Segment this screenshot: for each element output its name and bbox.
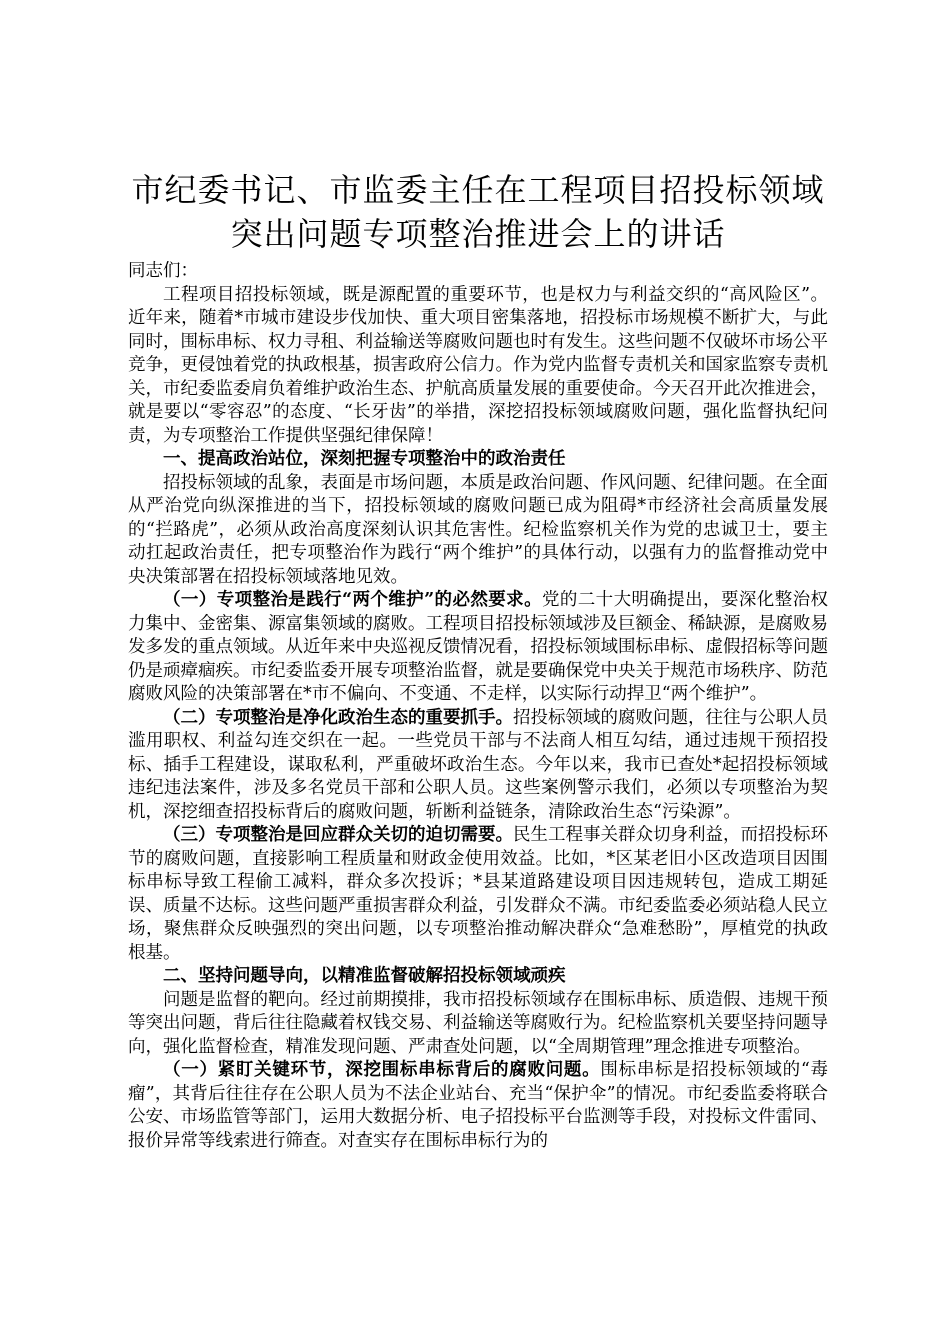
section-1-item-1 xyxy=(128,589,828,707)
item-text: 招投标领域的腐败问题，往往与公职人员滥用职权、利益勾连交织在一起。一些党员干部与不法商人相互勾结，通过违规干预招投标、插手工程建设，谋取私利，严重破坏政治生态。今年以来，我市已查处*起招投标领域违纪违法案件，涉及多名党员干部和公职人员。这些案例警示我们，必须以专项整治为契机，深挖细查招投标背后的腐败问题，斩断利益链条，清除政治生态“污染源”。 xyxy=(128,707,828,822)
section-2-heading: 二、坚持问题导向，以精准监督破解招投标领域顽疾 xyxy=(163,966,566,986)
section-2-item-1 xyxy=(128,1059,828,1153)
item-text: 民生工程事关群众切身利益，而招投标环节的腐败问题，直接影响工程质量和财政金使用效益。比如，*区某老旧小区改造项目因围标串标导致工程偷工减料，群众多次投诉；*县某道路建设项目因违规转包，造成工期延误、质量不达标。这些问题严重损害群众利益，引发群众不满。市纪委监委必须站稳人民立场，聚焦群众反映强烈的突出问题，以专项整治推动解决群众“急难愁盼”，厚植党的执政根基。 xyxy=(128,825,828,963)
item-lead: （一）紧盯关键环节，深挖围标串标背后的腐败问题。 xyxy=(163,1060,601,1080)
item-text: 党的二十大明确提出，要深化整治权力集中、金密集、源富集领域的腐败。工程项目招投标领域涉及巨额金、稀缺源，是腐败易发多发的重点领域。从近年来中央巡视反馈情况看，招投标领域围标串标、虚假招标等问题仍是顽瘴痼疾。市纪委监委开展专项整治监督，就是要确保党中央关于规范市场秩序、防范腐败风险的决策部署在*市不偏向、不变通、不走样，以实际行动捍卫“两个维护”。 xyxy=(128,590,828,704)
document-body xyxy=(128,168,828,1153)
section-1-item-2 xyxy=(128,707,828,825)
section-1-item-3 xyxy=(128,824,828,965)
item-lead: （三）专项整治是回应群众关切的迫切需要。 xyxy=(163,825,513,845)
item-text: 围标串标是招投标领域的“毒瘤”，其背后往往存在公职人员为不法企业站台、充当“保护伞”的情况。市纪委监委将联合公安、市场监管等部门，运用大数据分析、电子招投标平台监测等手段，对投标文件雷同、报价异常等线索进行筛查。对查实存在围标串标行为的 xyxy=(128,1060,829,1151)
document-title: 市纪委书记、市监委主任在工程项目招投标领域突出问题专项整治推进会上的讲话 xyxy=(131,171,825,253)
intro-paragraph: 工程项目招投标领域，既是源配置的重要环节，也是权力与利益交织的“高风险区”。近年来，随着*市城市建设步伐加快、重大项目密集落地，招投标市场规模不断扩大，与此同时，围标串标、权力寻租、利益输送等腐败问题也时有发生。这些问题不仅破坏市场公平竞争，更侵蚀着党的执政根基，损害政府公信力。作为党内监督专责机关和国家监察专责机关，市纪委监委肩负着维护政治生态、护航高质量发展的重要使命。今天召开此次推进会，就是要以“零容忍”的态度、“长牙齿”的举措，深挖招投标领域腐败问题，强化监督执纪问责，为专项整治工作提供坚强纪律保障！ xyxy=(128,284,828,446)
item-lead: （二）专项整治是净化政治生态的重要抓手。 xyxy=(163,707,513,728)
salutation: 同志们： xyxy=(128,261,198,281)
item-lead: （一）专项整治是践行“两个维护”的必然要求。 xyxy=(163,590,542,610)
section-1-heading: 一、提高政治站位，深刻把握专项整治中的政治责任 xyxy=(163,449,566,469)
section-1-body: 招投标领域的乱象，表面是市场问题，本质是政治问题、作风问题、纪律问题。在全面从严治党向纵深推进的当下，招投标领域的腐败问题已成为阻碍*市经济社会高质量发展的“拦路虎”，必须从政治高度深刻认识其危害性。纪检监察机关作为党的忠诚卫士，要主动扛起政治责任，把专项整治作为践行“两个维护”的具体行动，以强有力的监督推动党中央决策部署在招投标领域落地见效。 xyxy=(128,472,828,587)
section-2-body: 问题是监督的靶向。经过前期摸排，我市招投标领域存在围标串标、质造假、违规干预等突出问题，背后往往隐藏着权钱交易、利益输送等腐败行为。纪检监察机关要坚持问题导向，强化监督检查，精准发现问题、严肃查处问题，以“全周期管理”理念推进专项整治。 xyxy=(128,989,828,1057)
